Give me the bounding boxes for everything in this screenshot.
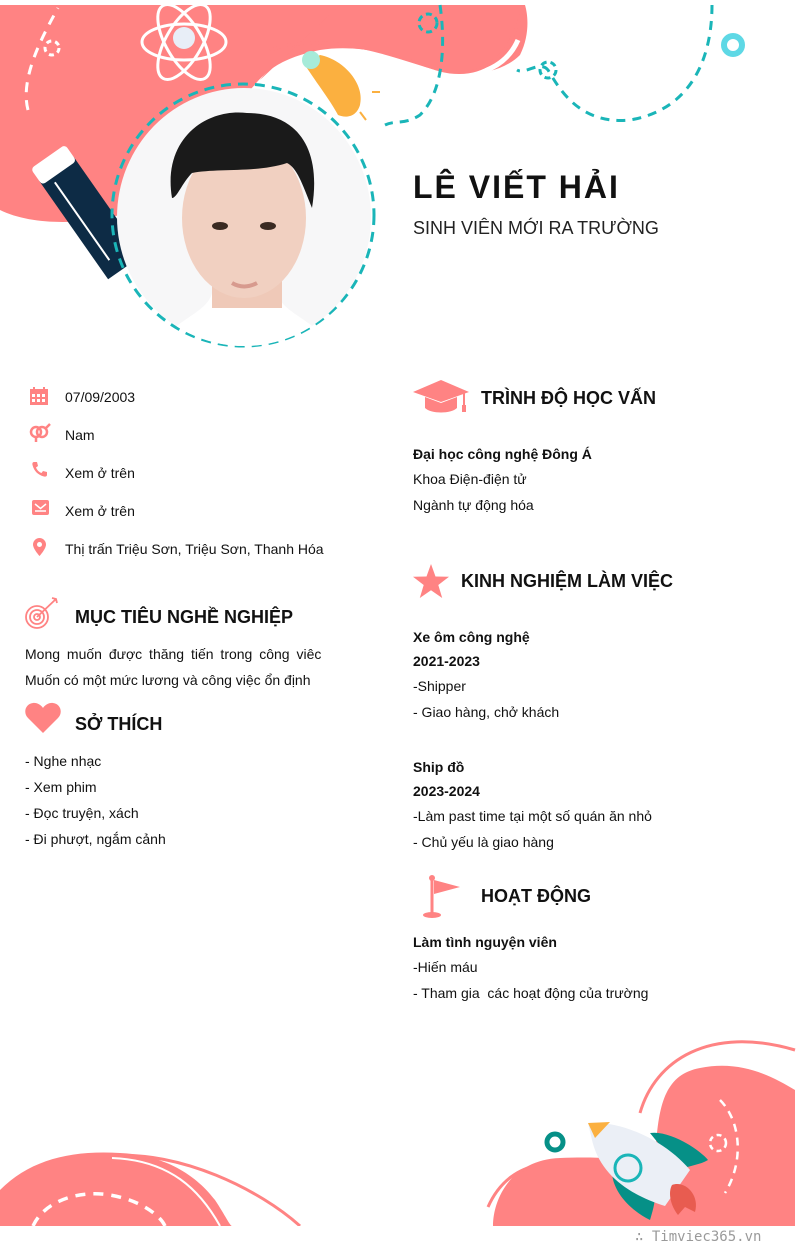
- footer-decoration: [0, 1020, 800, 1226]
- job-detail: -Shipper: [413, 678, 466, 694]
- job-title: Xe ôm công nghệ: [413, 629, 530, 645]
- objective-line-2: Muốn có một mức lương và công việc ổn định: [25, 672, 311, 688]
- education-heading: TRÌNH ĐỘ HỌC VẤN: [481, 388, 656, 408]
- education-school: Đại học công nghệ Đông Á: [413, 446, 592, 462]
- contact-phone: Xem ở trên: [65, 465, 135, 481]
- target-icon: [25, 596, 59, 630]
- job-period: 2023-2024: [413, 783, 480, 799]
- header-decoration: [0, 0, 800, 360]
- star-icon: [413, 564, 449, 598]
- job-title: Ship đồ: [413, 759, 465, 775]
- contact-dob: 07/09/2003: [65, 389, 136, 405]
- activity-detail: -Hiến máu: [413, 959, 478, 975]
- education-line: Ngành tự động hóa: [413, 497, 534, 513]
- activity-detail: - Tham gia các hoạt động của trường: [413, 985, 649, 1001]
- hobby-item: - Xem phim: [25, 779, 97, 795]
- gender-icon: [29, 423, 51, 443]
- contact-address: Thị trấn Triệu Sơn, Triệu Sơn, Thanh Hóa: [65, 541, 324, 557]
- location-icon: [33, 538, 46, 556]
- activities-heading: HOẠT ĐỘNG: [481, 886, 591, 906]
- activity-title: Làm tình nguyện viên: [413, 934, 557, 950]
- job-detail: -Làm past time tại một số quán ăn nhỏ: [413, 808, 652, 824]
- experience-heading: KINH NGHIỆM LÀM VIỆC: [461, 571, 674, 591]
- candidate-name: LÊ VIẾT HẢI: [413, 169, 620, 205]
- hobbies-heading: SỞ THÍCH: [75, 714, 163, 734]
- email-icon: [32, 500, 49, 515]
- objective-line-1: Mong muốn được thăng tiến trong công viêc: [25, 646, 322, 662]
- watermark: ∴ Timviec365.vn: [635, 1229, 762, 1245]
- profile-photo: [117, 88, 371, 346]
- heart-icon: [25, 702, 61, 733]
- calendar-icon: [30, 387, 48, 405]
- job-detail: - Giao hàng, chở khách: [413, 704, 560, 720]
- job-period: 2021-2023: [413, 653, 480, 669]
- avatar-portrait: [117, 88, 371, 346]
- contact-email: Xem ở trên: [65, 503, 135, 519]
- hobby-item: - Nghe nhạc: [25, 753, 102, 769]
- hobby-item: - Đi phượt, ngắm cảnh: [25, 831, 166, 847]
- hobby-item: - Đọc truyện, xách: [25, 805, 139, 821]
- graduation-cap-icon: [413, 380, 469, 414]
- candidate-title: SINH VIÊN MỚI RA TRƯỜNG: [413, 218, 659, 238]
- job-detail: - Chủ yếu là giao hàng: [413, 834, 554, 850]
- objective-heading: MỤC TIÊU NGHỀ NGHIỆP: [75, 607, 294, 627]
- contact-gender: Nam: [65, 427, 95, 443]
- education-line: Khoa Điện-điện tử: [413, 471, 527, 487]
- phone-icon: [32, 461, 48, 477]
- flag-icon: [422, 875, 462, 919]
